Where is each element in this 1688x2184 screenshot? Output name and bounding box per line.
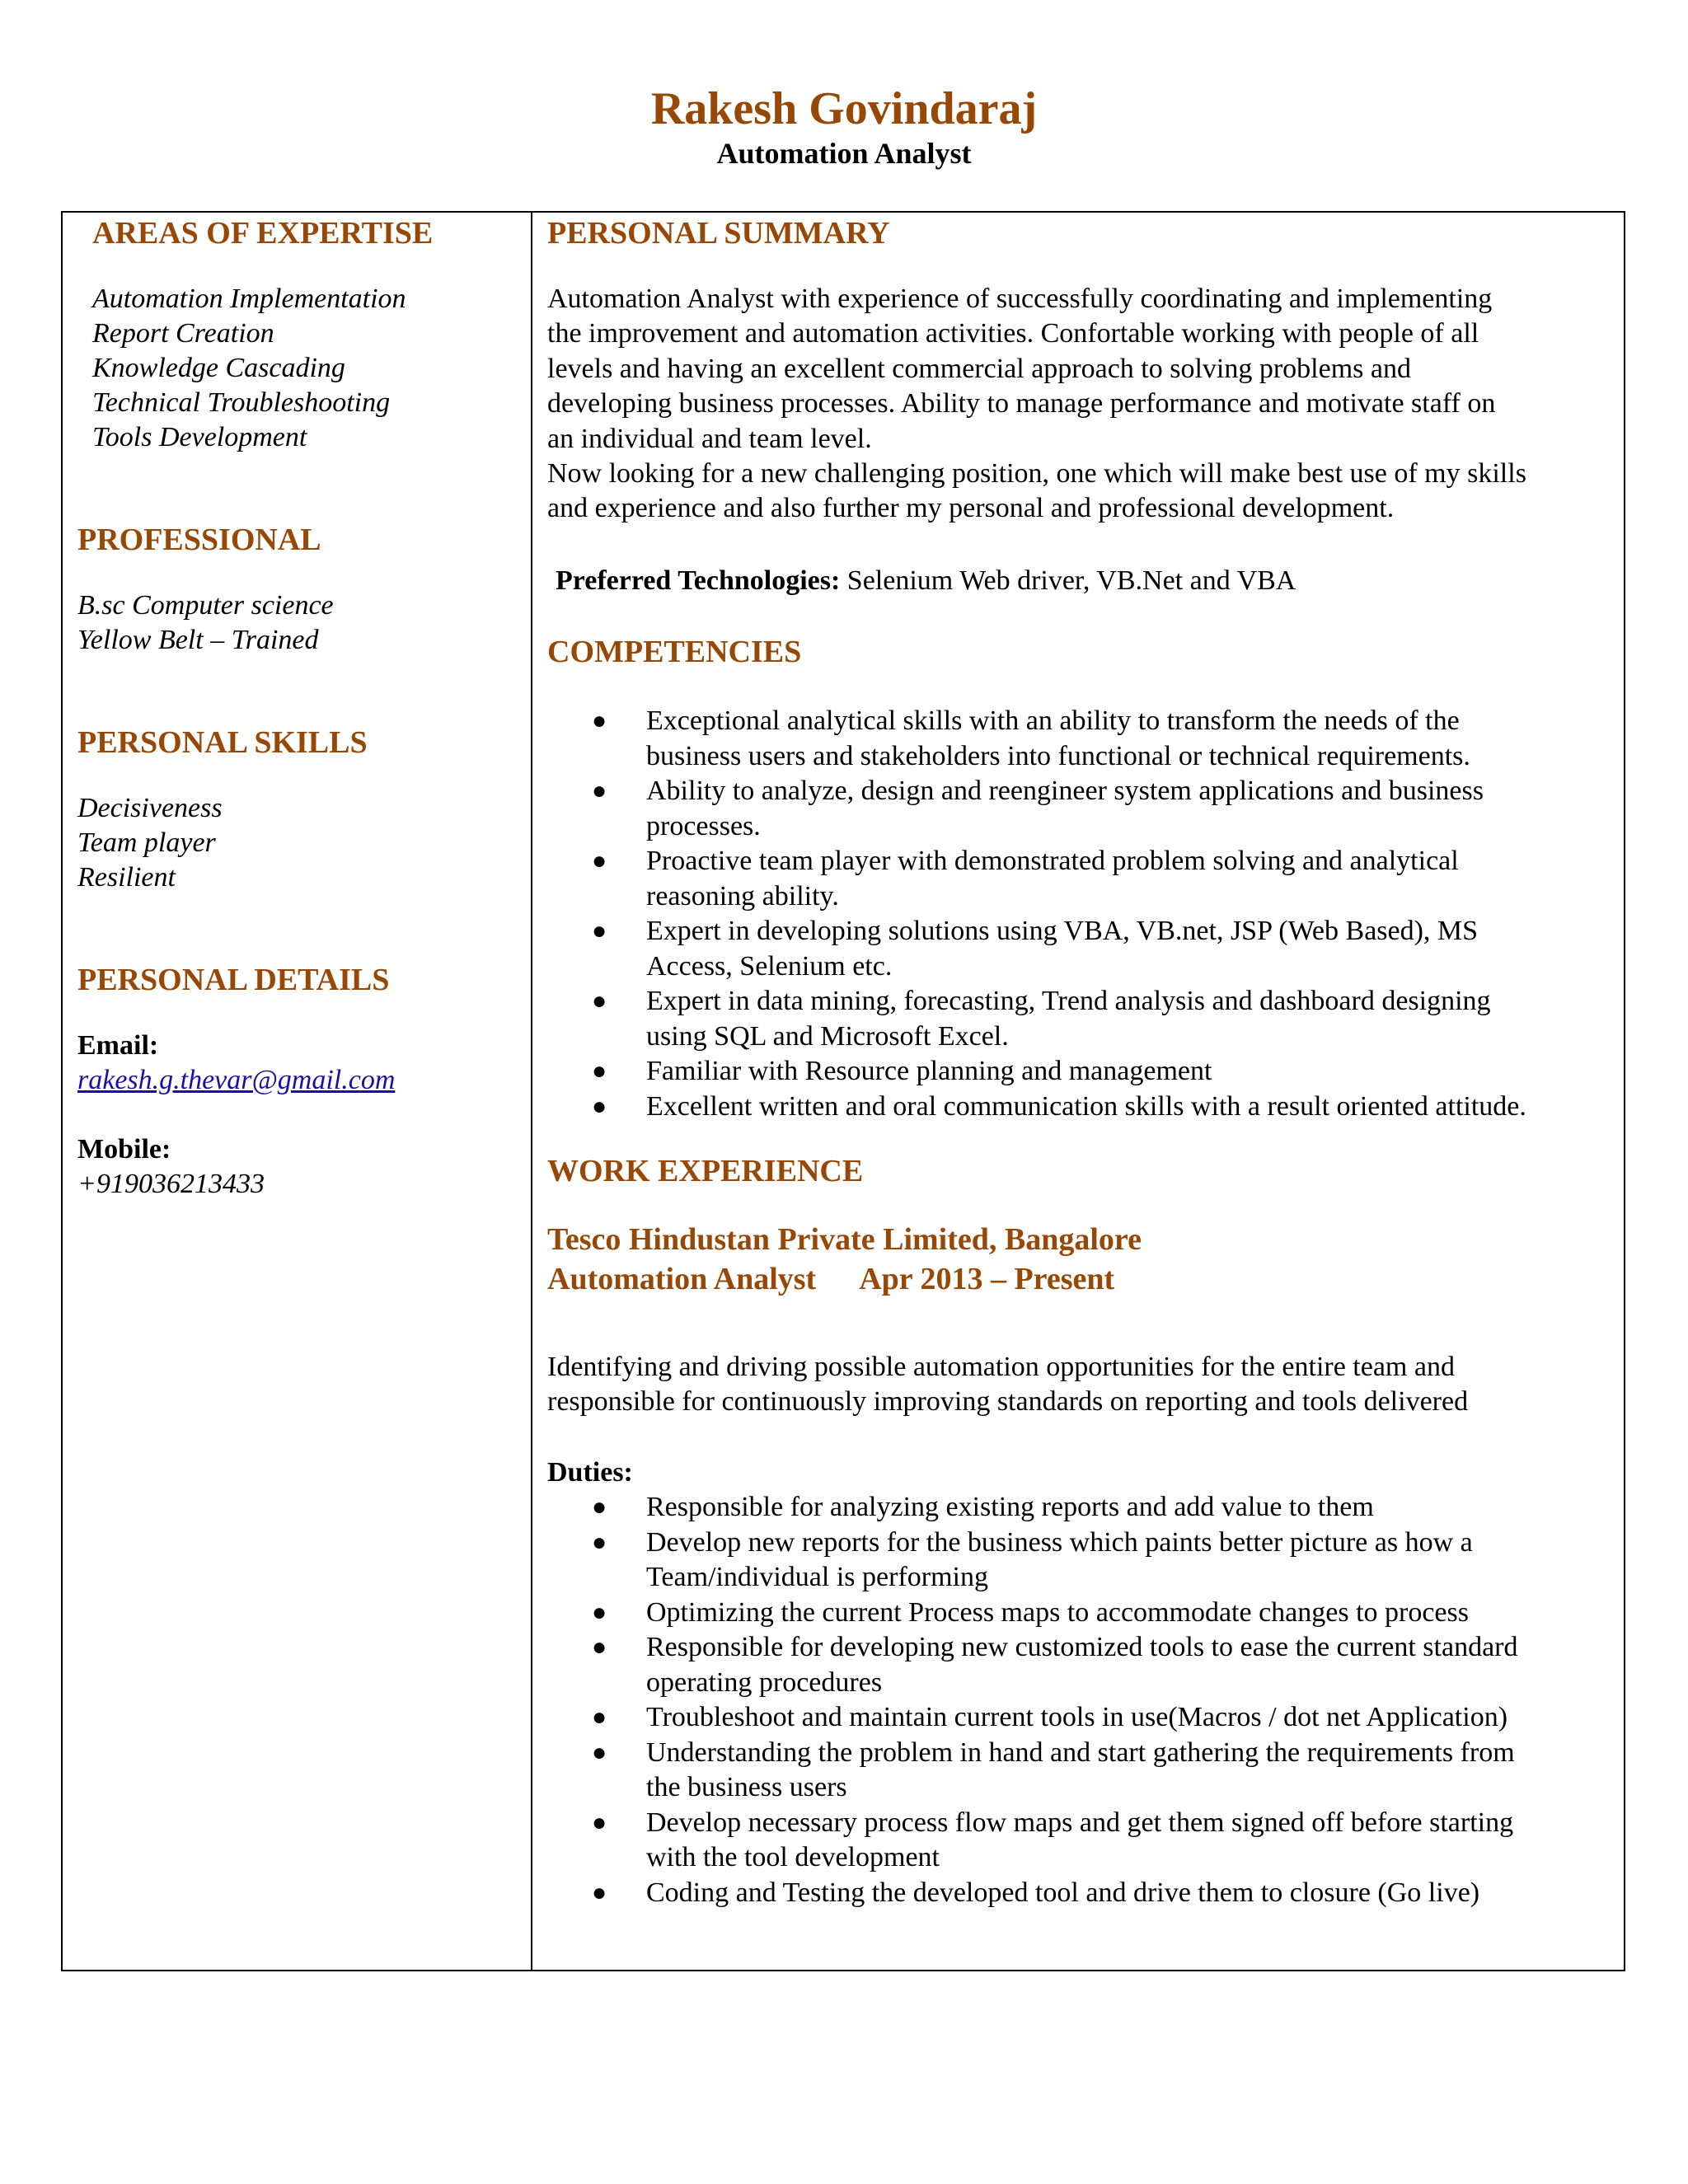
bullet-icon: ● [592, 917, 607, 944]
mobile-number: +919036213433 [77, 1169, 265, 1199]
professional-item: B.sc Computer science [77, 590, 334, 621]
summary-line: developing business processes. Ability to manage performance and motivate staff on [547, 388, 1496, 419]
skill-item: Team player [77, 827, 216, 858]
professional-item: Yellow Belt – Trained [77, 625, 319, 655]
list-item: ● Optimizing the current Process maps to accommodate changes to process [547, 1596, 1518, 1631]
role-title: Automation Analyst [547, 1262, 817, 1296]
tech-label: Preferred Technologies: [556, 565, 841, 596]
company-name: Tesco Hindustan Private Limited, Bangalore [547, 1222, 1142, 1257]
list-item: ● Responsible for analyzing existing reports and add value to them [547, 1490, 1518, 1526]
duties-label: Duties: [547, 1457, 633, 1488]
email-link[interactable]: rakesh.g.thevar@gmail.com [77, 1065, 396, 1095]
list-item: ● Proactive team player with demonstrated problem solving and analytical reasoning ability. [592, 846, 1459, 912]
expertise-item: Automation Implementation [92, 284, 406, 314]
bullet-icon: ● [592, 1092, 607, 1120]
list-item: ● Expert in data mining, forecasting, Trend analysis and dashboard designing using SQL and Microsoft Excel. [592, 986, 1491, 1052]
summary-line: an individual and team level. [547, 423, 872, 454]
description-line: responsible for continuously improving standards on reporting and tools delivered [547, 1386, 1469, 1418]
column-divider [531, 213, 532, 1970]
expertise-item: Tools Development [92, 422, 307, 452]
competencies-list [547, 704, 1526, 1124]
summary-text [547, 282, 1526, 527]
professional-heading: PROFESSIONAL [77, 523, 321, 557]
expertise-item: Technical Troubleshooting [92, 387, 391, 418]
expertise-heading: AREAS OF EXPERTISE [92, 216, 434, 251]
summary-line: Automation Analyst with experience of successfully coordinating and implementing [547, 284, 1493, 314]
skills-heading: PERSONAL SKILLS [77, 725, 368, 760]
list-item: ● Responsible for developing new customized tools to ease the current standard operating procedures [592, 1632, 1518, 1698]
experience-description [547, 1350, 1468, 1420]
tech-value: Selenium Web driver, VB.Net and VBA [840, 565, 1296, 596]
bullet-icon: ● [592, 1633, 607, 1661]
skills-list [77, 791, 223, 895]
experience-heading: WORK EXPERIENCE [547, 1154, 864, 1188]
expertise-item: Report Creation [92, 318, 274, 349]
candidate-name: Rakesh Govindaraj [650, 83, 1038, 134]
list-item: ● Excellent written and oral communication skills with a result oriented attitude. [547, 1090, 1526, 1125]
skill-item: Resilient [77, 862, 176, 893]
list-item: ● Familiar with Resource planning and management [547, 1054, 1526, 1090]
list-item: ● Troubleshoot and maintain current tools in use(Macros / dot net Application) [547, 1700, 1518, 1736]
bullet-icon: ● [592, 1704, 607, 1731]
details-heading: PERSONAL DETAILS [77, 963, 390, 997]
summary-line: Now looking for a new challenging position, one which will make best use of my skills [547, 458, 1526, 490]
expertise-item: Knowledge Cascading [92, 353, 345, 383]
list-item: ● Understanding the problem in hand and start gathering the requirements from the business users [592, 1736, 1515, 1802]
bullet-icon: ● [592, 1057, 607, 1085]
skill-item: Decisiveness [77, 793, 223, 823]
bullet-icon: ● [592, 847, 607, 874]
bullet-icon: ● [592, 1528, 607, 1556]
list-item: ● Develop necessary process flow maps and get them signed off before starting with the tool development [592, 1807, 1514, 1872]
role-period: Apr 2013 – Present [859, 1262, 1115, 1296]
role-line [547, 1259, 1114, 1299]
bullet-icon: ● [592, 987, 607, 1015]
bullet-icon: ● [592, 707, 607, 734]
bullet-icon: ● [592, 1738, 607, 1766]
summary-line: the improvement and automation activities. Confortable working with people of all [547, 318, 1479, 349]
list-item: ● Exceptional analytical skills with an ability to transform the needs of the business users and stakeholders into functional or technical requirements. [592, 705, 1470, 771]
duties-list [547, 1490, 1518, 1910]
list-item: ● Ability to analyze, design and reengineer system applications and business processes. [592, 776, 1484, 841]
list-item: ● Develop new reports for the business which paints better picture as how a Team/individual is performing [592, 1526, 1473, 1592]
summary-heading: PERSONAL SUMMARY [547, 216, 890, 251]
bullet-icon: ● [592, 777, 607, 804]
bullet-icon: ● [592, 1598, 607, 1626]
bullet-icon: ● [592, 1878, 607, 1906]
professional-list [77, 588, 334, 658]
bullet-icon: ● [592, 1493, 607, 1521]
description-line: Identifying and driving possible automation opportunities for the entire team and [547, 1352, 1455, 1382]
bullet-icon: ● [592, 1808, 607, 1836]
expertise-list [92, 282, 406, 455]
resume-table [61, 211, 1625, 1971]
list-item: ● Coding and Testing the developed tool and drive them to closure (Go live) [547, 1876, 1518, 1911]
candidate-title: Automation Analyst [716, 137, 972, 170]
list-item: ● Expert in developing solutions using VBA, VB.net, JSP (Web Based), MS Access, Selenium etc. [592, 916, 1479, 982]
summary-line: and experience and also further my personal and professional development. [547, 493, 1395, 524]
preferred-technologies [556, 564, 1296, 598]
competencies-heading: COMPETENCIES [547, 635, 802, 669]
mobile-label: Mobile: [77, 1134, 171, 1165]
summary-line: levels and having an excellent commercial approach to solving problems and [547, 353, 1411, 384]
email-label: Email: [77, 1030, 159, 1061]
